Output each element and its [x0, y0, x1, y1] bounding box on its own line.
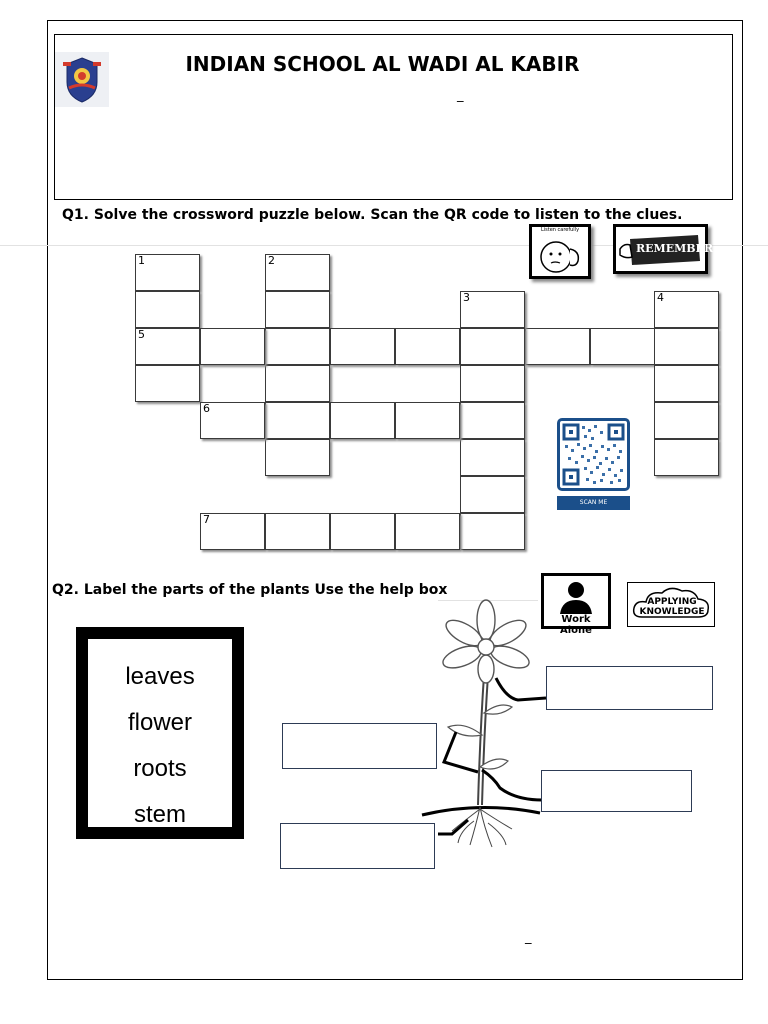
crossword-cell[interactable]: [330, 402, 395, 439]
crossword-cell[interactable]: [330, 513, 395, 550]
header-dash: _: [457, 88, 464, 103]
plant-label-answer-box[interactable]: [541, 770, 692, 812]
plant-label-answer-box[interactable]: [280, 823, 435, 869]
crossword-cell[interactable]: [135, 254, 200, 291]
clue-number-7: 7: [203, 513, 210, 526]
crossword-cell[interactable]: [590, 328, 655, 365]
qr-code-icon: [560, 421, 627, 488]
crossword-cell[interactable]: [460, 439, 525, 476]
qr-code[interactable]: [557, 418, 630, 511]
applying-knowledge-badge: [627, 582, 715, 627]
applying-knowledge-label: APPLYING KNOWLEDGE: [639, 597, 705, 617]
crossword-cell[interactable]: [460, 513, 525, 550]
crossword-cell[interactable]: [200, 402, 265, 439]
crossword-cell[interactable]: [135, 328, 200, 365]
crossword-cell[interactable]: [135, 291, 200, 328]
help-box: [76, 627, 244, 839]
school-name: INDIAN SCHOOL AL WADI AL KABIR: [185, 52, 580, 76]
crossword-cell[interactable]: [265, 513, 330, 550]
remember-label: REMEMBER: [636, 242, 714, 255]
crossword-cell[interactable]: [654, 365, 719, 402]
help-word-roots: roots: [133, 755, 187, 782]
scan-me-label[interactable]: SCAN ME: [557, 496, 630, 510]
crossword-cell[interactable]: [265, 291, 330, 328]
crossword-cell[interactable]: [460, 291, 525, 328]
footer-dash: _: [525, 930, 532, 945]
crossword-cell[interactable]: [395, 513, 460, 550]
listen-carefully-label: Listen carefully: [540, 227, 580, 233]
crossword-cell[interactable]: [395, 328, 460, 365]
crossword-cell[interactable]: [654, 291, 719, 328]
clue-number-4: 4: [657, 291, 664, 304]
crossword-cell[interactable]: [135, 365, 200, 402]
crossword-cell[interactable]: [265, 328, 330, 365]
crossword-cell[interactable]: [654, 439, 719, 476]
clue-number-6: 6: [203, 402, 210, 415]
crossword-cell[interactable]: [265, 254, 330, 291]
question-1-text: Q1. Solve the crossword puzzle below. Scan the QR code to listen to the clues.: [62, 207, 683, 223]
crossword-cell[interactable]: [460, 476, 525, 513]
plant-label-answer-box[interactable]: [546, 666, 713, 710]
crossword-cell[interactable]: [460, 365, 525, 402]
clue-number-5: 5: [138, 328, 145, 341]
crossword-cell[interactable]: [265, 402, 330, 439]
clue-number-1: 1: [138, 254, 145, 267]
crossword-cell[interactable]: [395, 402, 460, 439]
crossword-cell[interactable]: [265, 365, 330, 402]
crossword-cell[interactable]: [265, 439, 330, 476]
crossword-cell[interactable]: [200, 513, 265, 550]
question-2-text: Q2. Label the parts of the plants Use the help box: [52, 582, 448, 598]
help-word-flower: flower: [127, 709, 193, 736]
plant-label-answer-box[interactable]: [282, 723, 437, 769]
crossword-cell[interactable]: [460, 328, 525, 365]
help-word-leaves: leaves: [125, 663, 195, 690]
crossword-cell[interactable]: [525, 328, 590, 365]
crossword-cell[interactable]: [200, 328, 265, 365]
crossword-cell[interactable]: [654, 328, 719, 365]
clue-number-3: 3: [463, 291, 470, 304]
clue-number-2: 2: [268, 254, 275, 267]
crossword-cell[interactable]: [330, 328, 395, 365]
crossword-cell[interactable]: [654, 402, 719, 439]
work-alone-label: Work Alone: [560, 614, 592, 636]
crossword-cell[interactable]: [460, 402, 525, 439]
help-word-stem: stem: [133, 801, 186, 828]
